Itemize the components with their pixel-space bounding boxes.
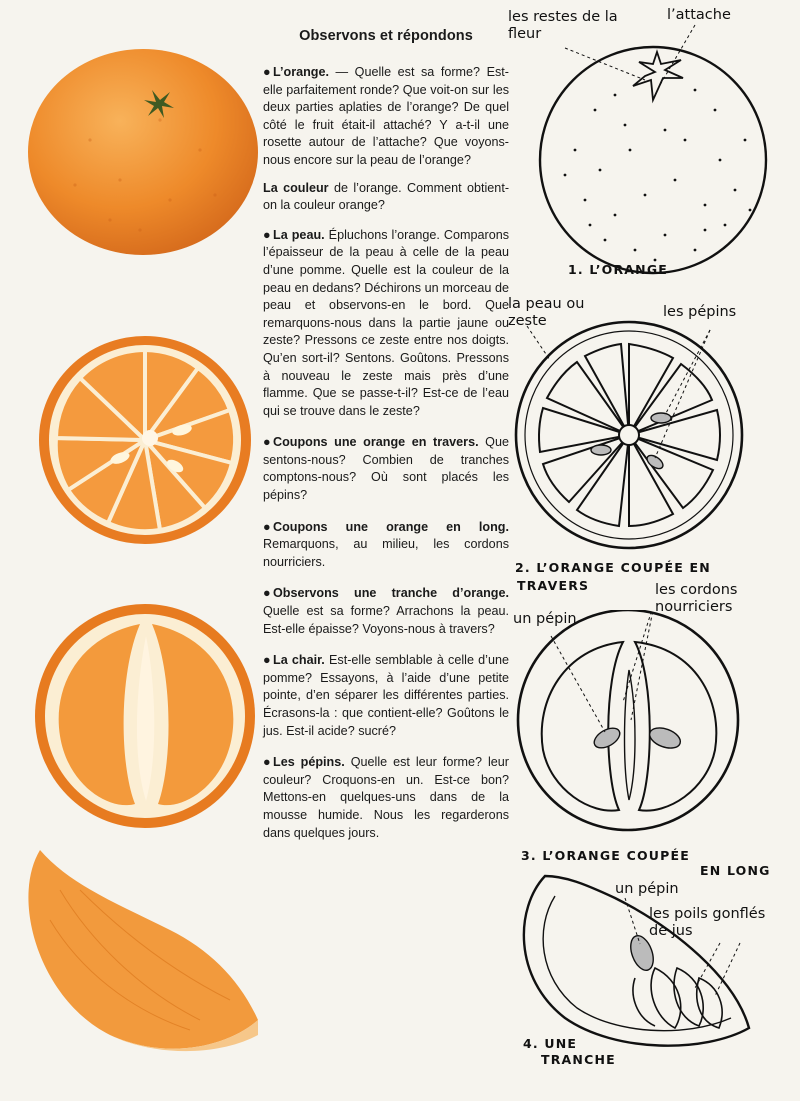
paragraph-chair: ● La chair. Est-elle semblable à celle d’une pomme? Essayons, à l’aide d’une petite pointe, d’en séparer les différentes parties. Écrasons-la : que contient-elle? Goûtons le jus. Est-il acide? sucré? xyxy=(263,653,509,738)
label-un-pepin-3: un pépin xyxy=(513,611,577,627)
paragraph-orange: ● L’orange. — Quelle est sa forme? Est-elle parfaitement ronde? Que voit-on sur les deux parties aplaties de l’orange? De quel côté le fruit était-il attaché? Y a-t-il une rosette autour de l’attache? Que voyons-nous encore sur la peau de l’orange? xyxy=(263,65,509,167)
diagram-whole-orange xyxy=(505,0,800,290)
paragraph-travers: ● Coupons une orange en travers. Que sentons-nous? Combien de tranches comptons-nous? Où sont placés les pépins? xyxy=(263,435,509,503)
orange-slice-illustration xyxy=(0,830,262,1070)
text-column xyxy=(263,28,509,856)
whole-orange-illustration xyxy=(0,0,262,270)
paragraph-pepins: ● Les pépins. Quelle est leur forme? leur couleur? Croquons-en un. Est-ce bon? Mettons-en quelques-uns dans de la mousse humide. Nous les regarderons dans quelques jours. xyxy=(263,755,509,840)
diagram-lengthwise xyxy=(505,610,800,860)
label-peau-zeste: la peau ou zeste xyxy=(508,296,585,329)
caption-orange: 1. L’ORANGE xyxy=(568,262,669,277)
paragraph-long: ● Coupons une orange en long. Remarquons, au milieu, les cordons nourriciers. xyxy=(263,519,509,569)
caption-cross-section-1: 2. L’ORANGE COUPÉE EN xyxy=(515,560,711,575)
paragraph-tranche: ● Observons une tranche d’orange. Quelle est sa forme? Arrachons la peau. Est-elle épaisse? Voyons-nous à travers? xyxy=(263,586,509,636)
caption-slice-1: 4. UNE xyxy=(523,1036,578,1051)
caption-cross-section-2: TRAVERS xyxy=(517,578,590,593)
label-poils-jus: les poils gonflés de jus xyxy=(649,906,766,939)
label-pepins: les pépins xyxy=(663,304,737,320)
page-title: Observons et répondons xyxy=(299,28,473,44)
paragraph-couleur: La couleur de l’orange. Comment obtient-on la couleur orange? xyxy=(263,180,510,213)
caption-lengthwise-2: EN LONG xyxy=(700,863,771,878)
label-un-pepin-4: un pépin xyxy=(615,881,679,897)
diagrams-column xyxy=(505,0,800,1101)
paragraph-peau: ● La peau. Épluchons l’orange. Comparons l’épaisseur de la peau à celle de la peau d’une pomme. Quelle est la couleur de la peau en dedans? Déchirons un morceau de peau et observons-en le bord. Que remarquons-nous dans la partie jaune ou zeste? Pressons ce zeste entre nos doigts. Qu’en sort-il? Sentons. Goûtons. Pressons à nouveau le zeste mais près d’une flamme. Que se passe-t-il? Est-ce de l’eau qui se trouve dans le zeste? xyxy=(263,227,509,418)
orange-lengthwise-illustration xyxy=(0,596,262,836)
illustrations-column xyxy=(0,0,262,1101)
diagram-cross-section xyxy=(505,290,800,560)
label-cordons-nourriciers: les cordons nourriciers xyxy=(655,582,738,615)
caption-slice-2: TRANCHE xyxy=(541,1052,616,1067)
orange-cross-section-illustration xyxy=(0,318,262,568)
label-restes-fleur: les restes de la fleur xyxy=(508,9,618,42)
caption-lengthwise-1: 3. L’ORANGE COUPÉE xyxy=(521,848,690,863)
label-attache: l’attache xyxy=(667,7,731,23)
